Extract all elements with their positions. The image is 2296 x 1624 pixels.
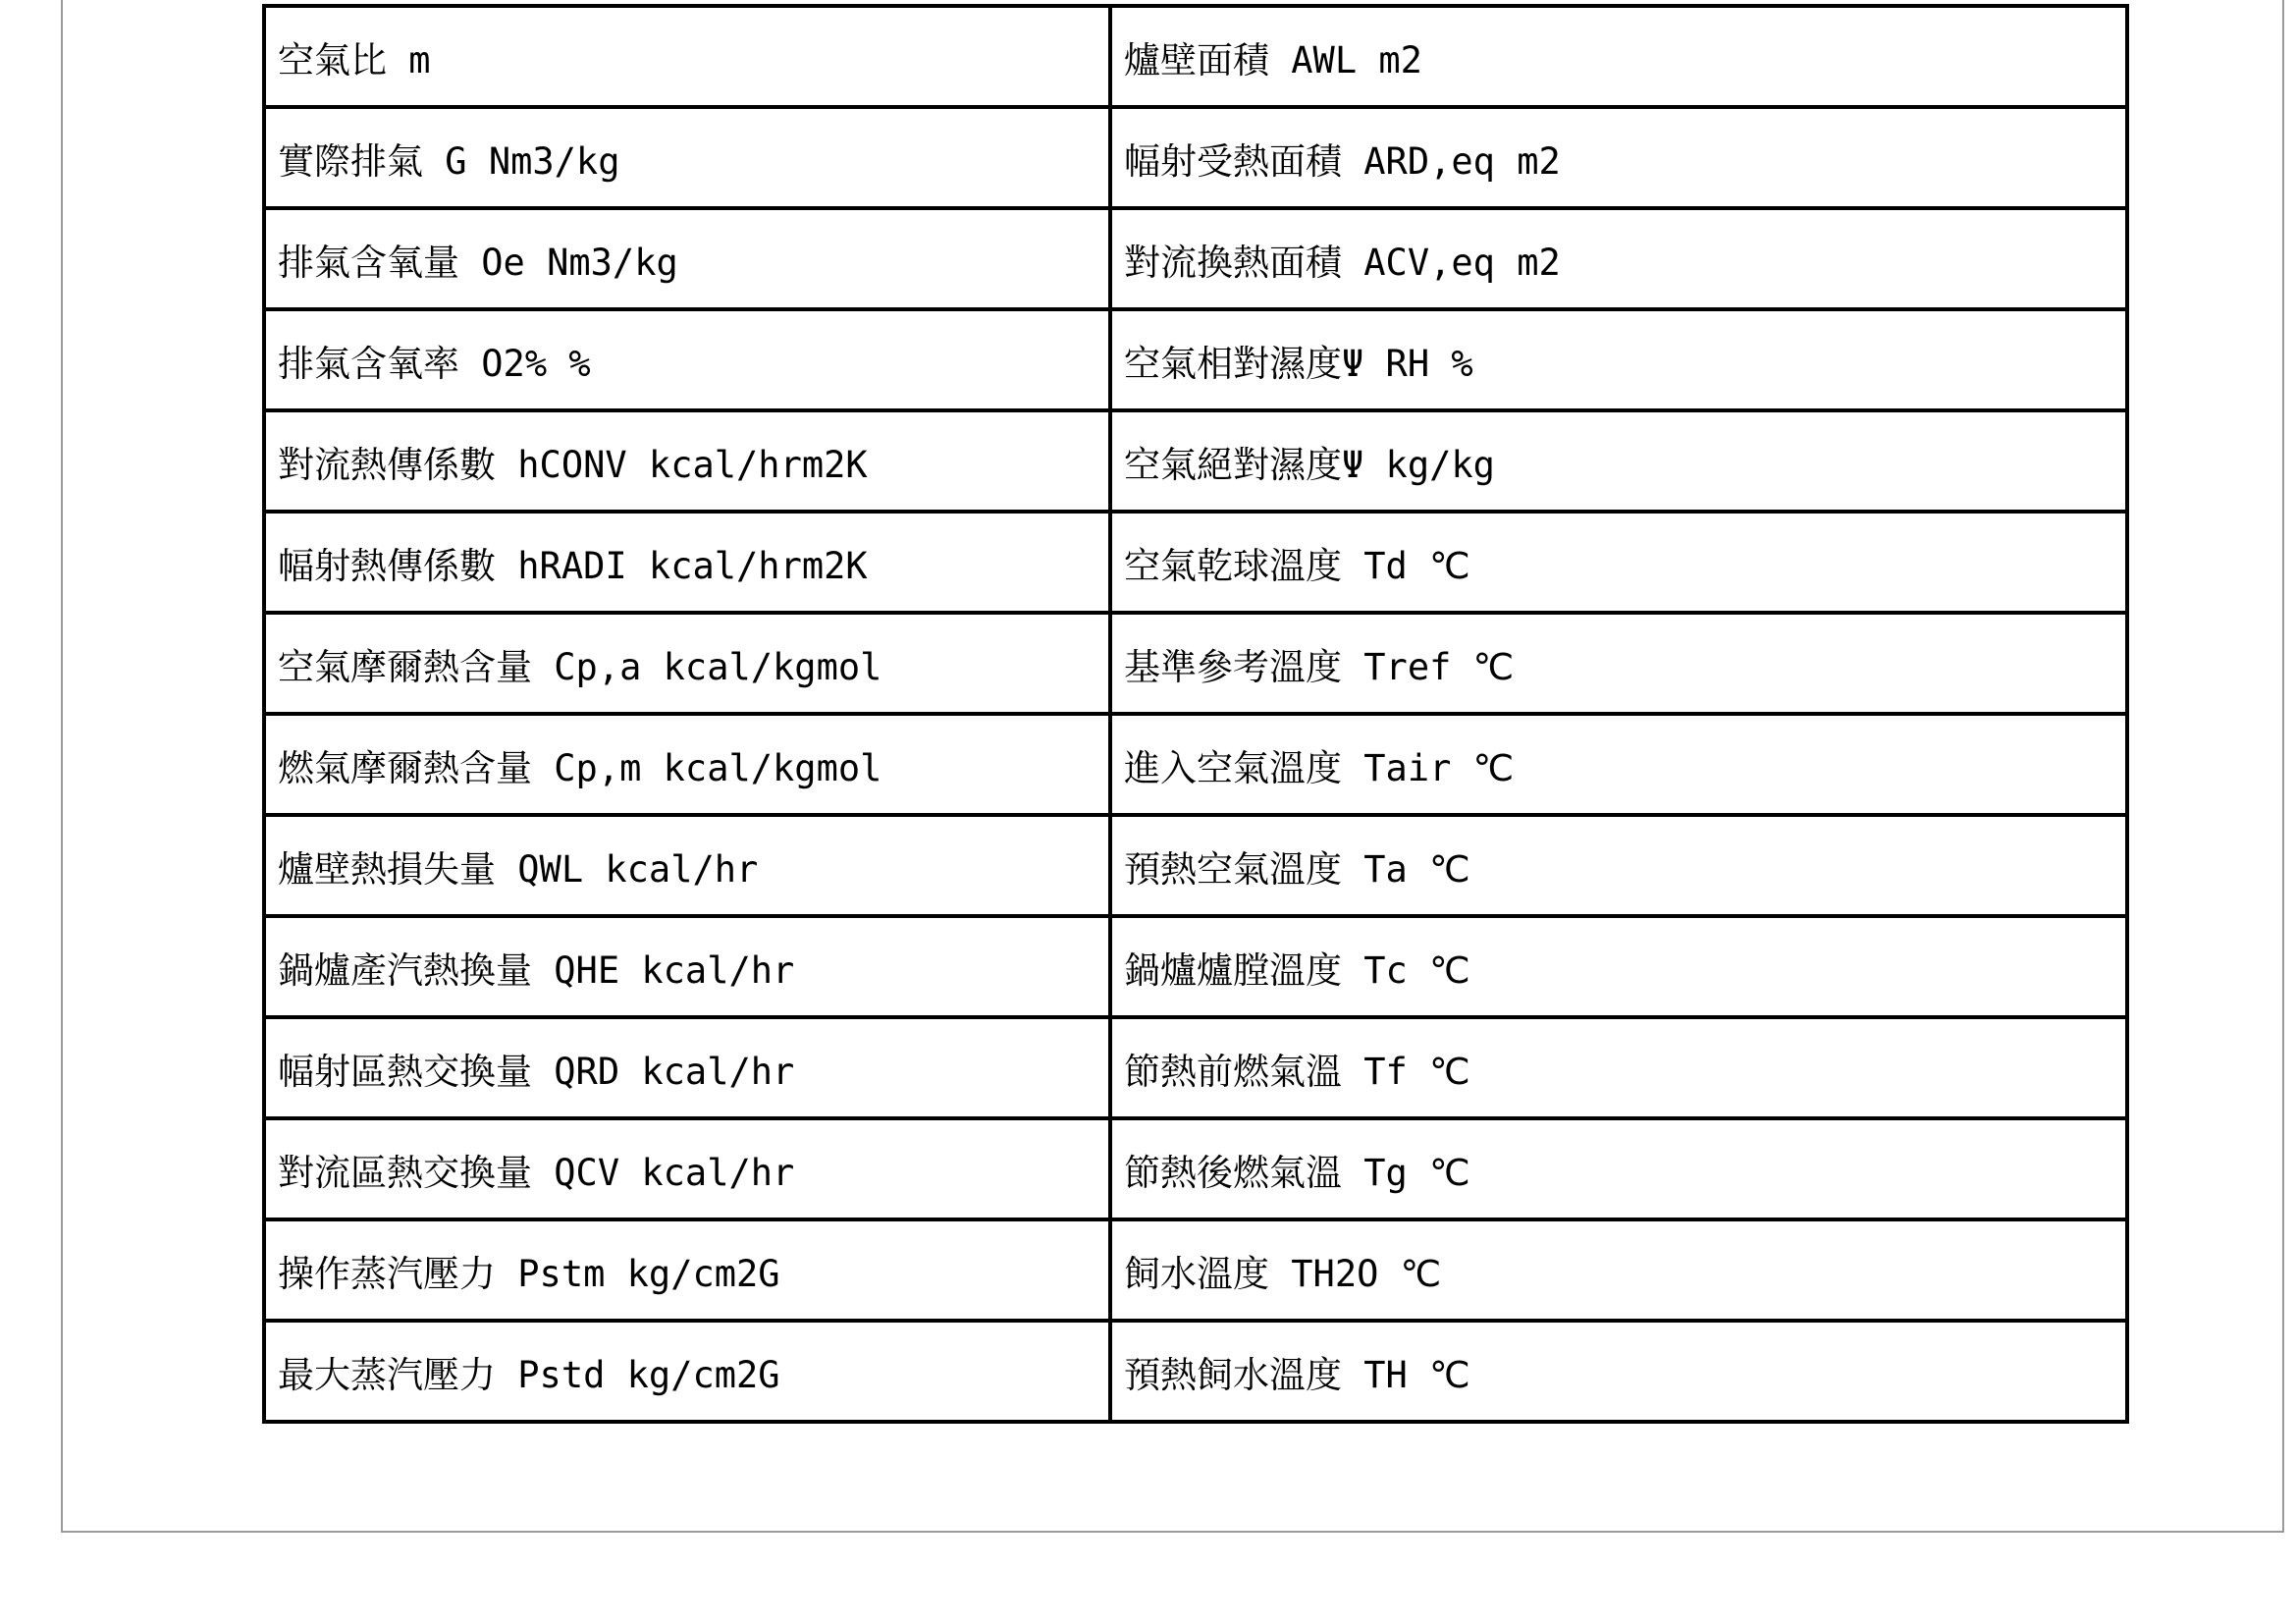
table-row xyxy=(264,1017,2127,1118)
table-cell-left: 排氣含氧量 Oe Nm3/kg xyxy=(264,208,1110,309)
table-cell-right: 進入空氣溫度 Tair ℃ xyxy=(1110,714,2127,815)
table-row xyxy=(264,613,2127,714)
table-cell-right: 節熱後燃氣溫 Tg ℃ xyxy=(1110,1118,2127,1219)
table-cell-left: 燃氣摩爾熱含量 Cp,m kcal/kgmol xyxy=(264,714,1110,815)
table-cell-right: 空氣乾球溫度 Td ℃ xyxy=(1110,512,2127,613)
table-cell-right: 節熱前燃氣溫 Tf ℃ xyxy=(1110,1017,2127,1118)
table-row xyxy=(264,1321,2127,1422)
parameter-table xyxy=(262,4,2129,1424)
table-cell-right: 預熱飼水溫度 TH ℃ xyxy=(1110,1321,2127,1422)
table-cell-left: 操作蒸汽壓力 Pstm kg/cm2G xyxy=(264,1219,1110,1321)
table-row xyxy=(264,107,2127,208)
table-row xyxy=(264,916,2127,1017)
table-cell-left: 爐壁熱損失量 QWL kcal/hr xyxy=(264,815,1110,916)
table-row xyxy=(264,1219,2127,1321)
table-row xyxy=(264,512,2127,613)
table-row xyxy=(264,410,2127,512)
table-row xyxy=(264,208,2127,309)
table-cell-left: 幅射區熱交換量 QRD kcal/hr xyxy=(264,1017,1110,1118)
table-cell-left: 最大蒸汽壓力 Pstd kg/cm2G xyxy=(264,1321,1110,1422)
table-cell-right: 空氣相對濕度Ψ RH % xyxy=(1110,309,2127,410)
parameter-table-body xyxy=(264,6,2127,1422)
table-row xyxy=(264,1118,2127,1219)
table-cell-right: 預熱空氣溫度 Ta ℃ xyxy=(1110,815,2127,916)
table-cell-right: 空氣絕對濕度Ψ kg/kg xyxy=(1110,410,2127,512)
table-cell-left: 空氣摩爾熱含量 Cp,a kcal/kgmol xyxy=(264,613,1110,714)
table-cell-left: 對流熱傳係數 hCONV kcal/hrm2K xyxy=(264,410,1110,512)
table-cell-right: 基準參考溫度 Tref ℃ xyxy=(1110,613,2127,714)
table-cell-right: 飼水溫度 TH2O ℃ xyxy=(1110,1219,2127,1321)
table-cell-right: 爐壁面積 AWL m2 xyxy=(1110,6,2127,107)
table-cell-left: 幅射熱傳係數 hRADI kcal/hrm2K xyxy=(264,512,1110,613)
table-cell-left: 對流區熱交換量 QCV kcal/hr xyxy=(264,1118,1110,1219)
table-cell-right: 幅射受熱面積 ARD,eq m2 xyxy=(1110,107,2127,208)
table-cell-left: 排氣含氧率 O2% % xyxy=(264,309,1110,410)
table-row xyxy=(264,815,2127,916)
table-cell-left: 空氣比 m xyxy=(264,6,1110,107)
table-row xyxy=(264,6,2127,107)
table-row xyxy=(264,309,2127,410)
table-cell-left: 鍋爐產汽熱換量 QHE kcal/hr xyxy=(264,916,1110,1017)
table-cell-right: 鍋爐爐膛溫度 Tc ℃ xyxy=(1110,916,2127,1017)
table-row xyxy=(264,714,2127,815)
table-cell-right: 對流換熱面積 ACV,eq m2 xyxy=(1110,208,2127,309)
table-cell-left: 實際排氣 G Nm3/kg xyxy=(264,107,1110,208)
